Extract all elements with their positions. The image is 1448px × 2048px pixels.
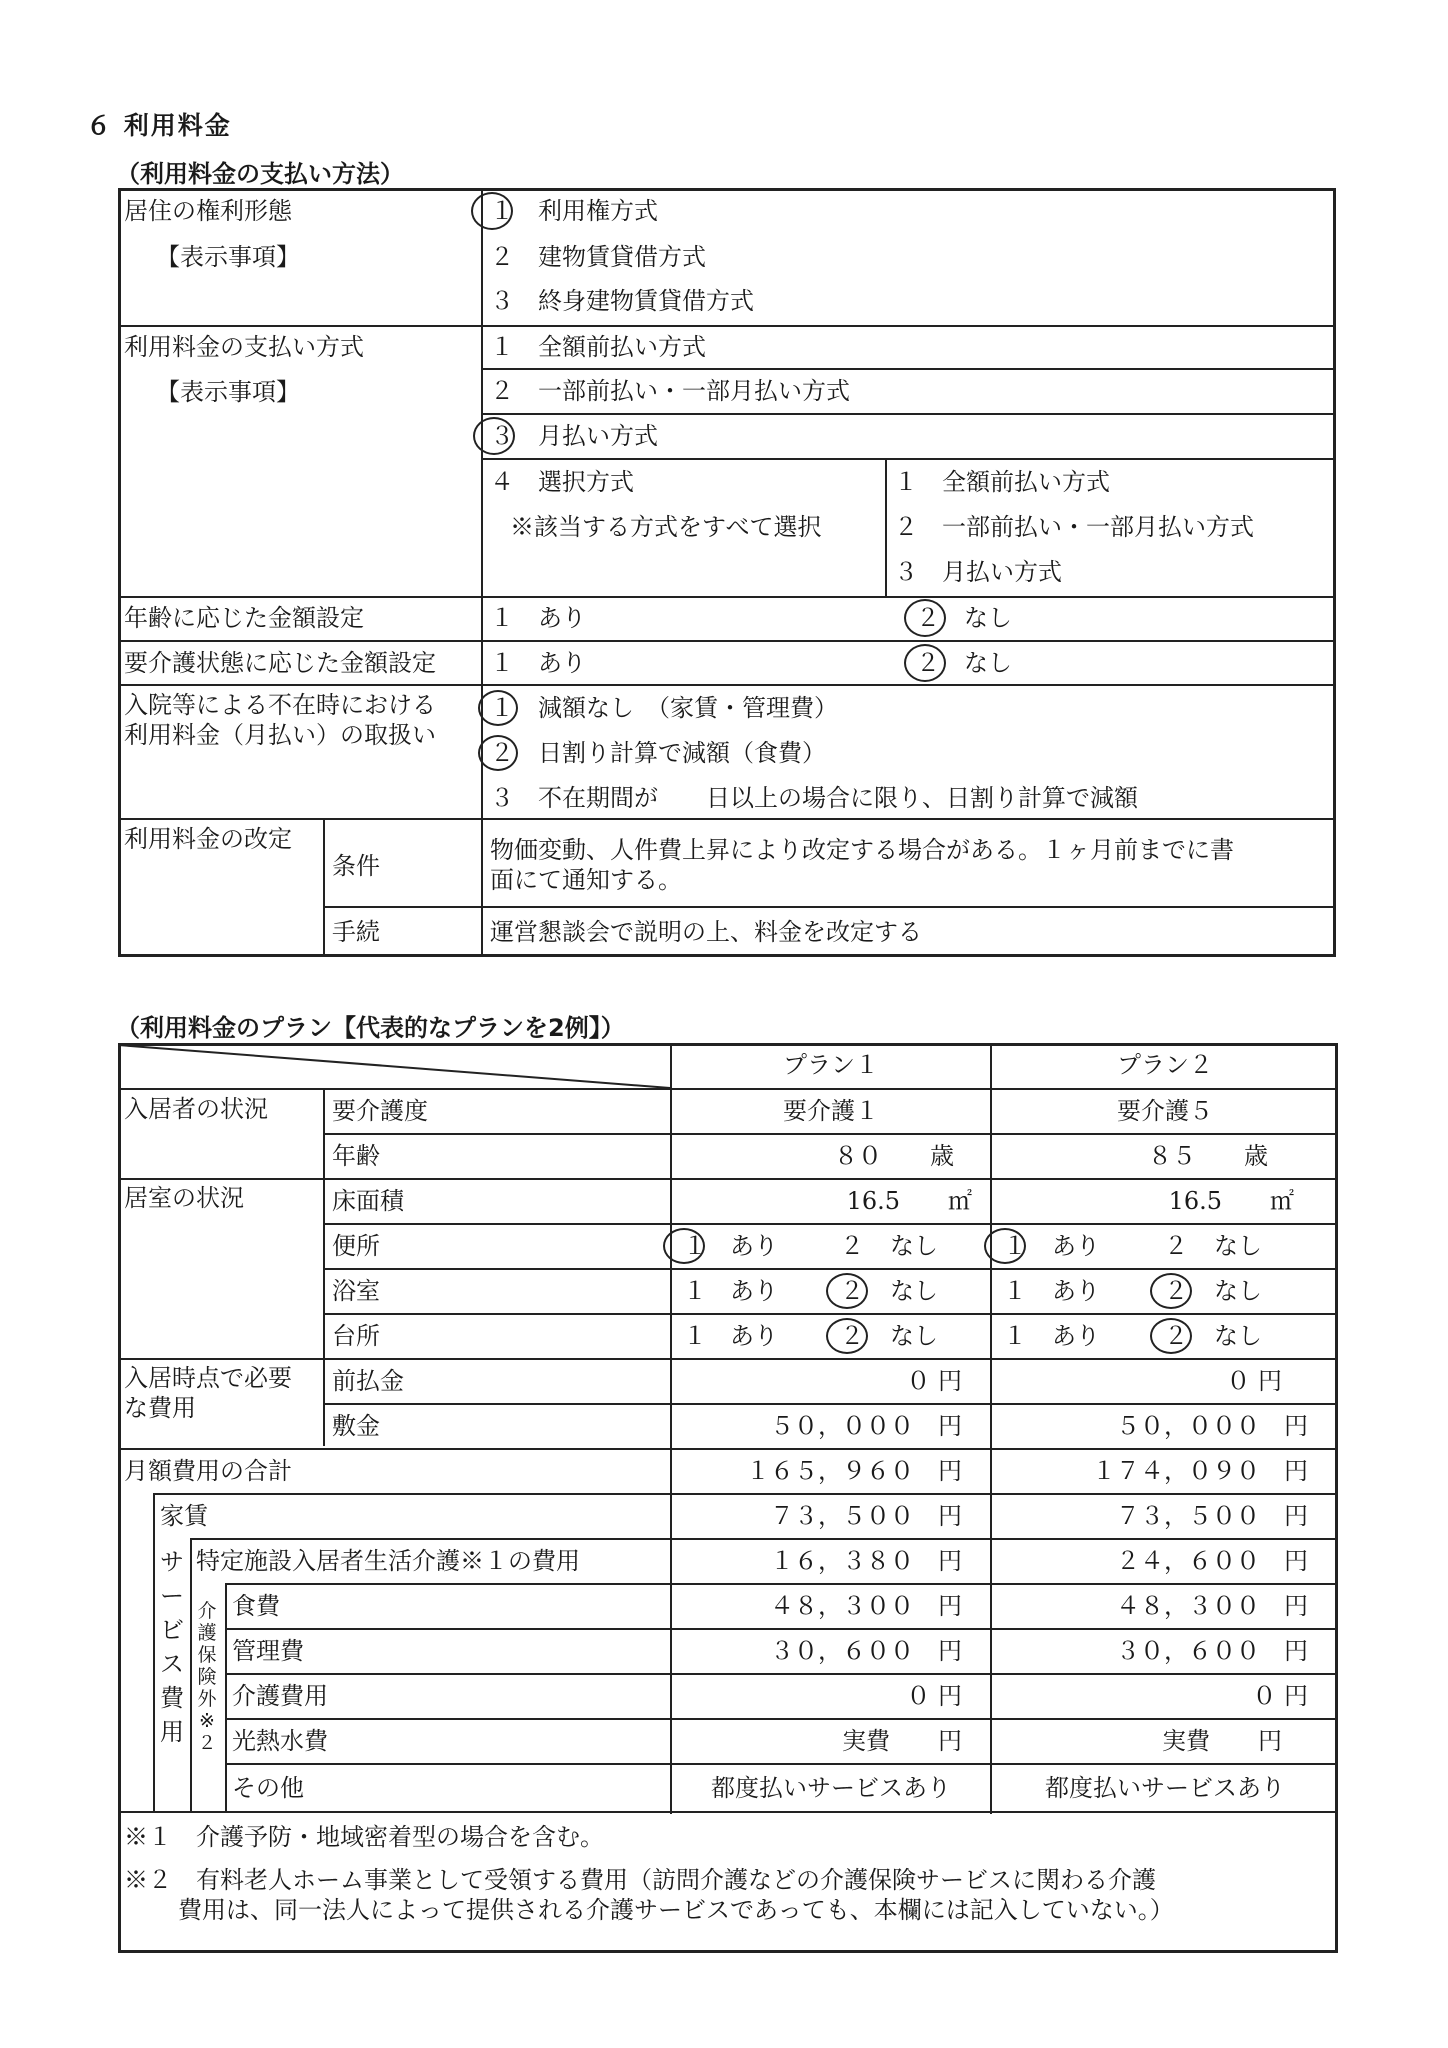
- selection-option-2: ２ 一部前払い・一部月払い方式: [894, 513, 1254, 541]
- selected-circle-mark: [478, 735, 518, 771]
- plan1-toilet-num-1: １: [683, 1232, 707, 1260]
- room-status-label: 居室の状況: [124, 1184, 244, 1212]
- plan2-other: 都度払いサービスあり: [1045, 1774, 1285, 1802]
- payment-option-1: １ 全額前払い方式: [490, 333, 706, 361]
- absence-label-line1: 入院等による不在時における: [124, 691, 436, 719]
- deposit-label: 敷金: [332, 1412, 380, 1440]
- selected-circle-mark: [473, 417, 515, 455]
- resident-status-label: 入居者の状況: [124, 1095, 268, 1123]
- plan2-bath-num-1: １: [1003, 1277, 1027, 1305]
- selected-circle-mark: [1150, 1273, 1192, 1309]
- payment-option-3: ３ 月払い方式: [490, 422, 658, 450]
- care-service-label: 特定施設入居者生活介護※１の費用: [196, 1547, 580, 1575]
- plan1-care-level: 要介護１: [783, 1097, 879, 1125]
- plan1-deposit: ５０，０００ 円: [770, 1412, 962, 1440]
- plan1-rent: ７３，５００ 円: [770, 1502, 962, 1530]
- management-label: 管理費: [232, 1637, 304, 1665]
- food-label: 食費: [232, 1592, 280, 1620]
- plan2-food: ４８，３００ 円: [1116, 1592, 1308, 1620]
- care-level-pricing-yes: １ あり: [490, 649, 586, 677]
- plan1-header: プラン１: [783, 1051, 879, 1079]
- section-title: ６ 利用料金: [86, 111, 232, 140]
- selected-circle-mark: [904, 599, 946, 637]
- plan1-bath-num-1: １: [683, 1277, 707, 1305]
- absence-label-line2: 利用料金（月払い）の取扱い: [124, 721, 436, 749]
- care-level-pricing-no: ２ なし: [916, 649, 1012, 677]
- selection-option-3: ３ 月払い方式: [894, 558, 1062, 586]
- service-cost-vertical-label: サ ー ビ ス 費 用: [160, 1548, 184, 1746]
- plan1-kitchen-num-2: ２: [840, 1322, 864, 1350]
- plan2-utilities: 実費 円: [1162, 1727, 1282, 1755]
- plan1-floor-area: 16.5 ㎡: [846, 1187, 972, 1215]
- condition-text-line1: 物価変動、人件費上昇により改定する場合がある。１ヶ月前までに書: [490, 836, 1234, 864]
- initial-cost-label-line1: 入居時点で必要: [124, 1364, 292, 1392]
- selected-circle-mark: [826, 1318, 868, 1354]
- age-pricing-no: ２ なし: [916, 604, 1012, 632]
- plan2-bath-num-2: ２: [1164, 1277, 1188, 1305]
- payment-subtitle: （利用料金の支払い方法）: [116, 160, 404, 188]
- plan1-toilet-no: なし: [890, 1232, 938, 1260]
- initial-cost-label-line2: な費用: [124, 1394, 196, 1422]
- procedure-text: 運営懇談会で説明の上、料金を改定する: [490, 918, 922, 946]
- other-label: その他: [232, 1774, 304, 1802]
- plan1-management: ３０，６００ 円: [770, 1637, 962, 1665]
- plan1-other: 都度払いサービスあり: [711, 1774, 951, 1802]
- plan2-floor-area: 16.5 ㎡: [1168, 1187, 1294, 1215]
- residence-rights-label: 居住の権利形態: [124, 197, 292, 225]
- plans-subtitle: （利用料金のプラン【代表的なプランを2例】）: [116, 1014, 625, 1042]
- residence-option-2: ２ 建物賃貸借方式: [490, 243, 706, 271]
- footnote-1: ※１ 介護予防・地域密着型の場合を含む。: [124, 1823, 604, 1851]
- care-fee-label: 介護費用: [232, 1682, 328, 1710]
- plan1-kitchen-no: なし: [890, 1322, 938, 1350]
- selection-label: ４ 選択方式: [490, 468, 634, 496]
- plan2-monthly-total: １７４，０９０ 円: [1092, 1457, 1308, 1485]
- plan2-kitchen-yes: あり: [1052, 1322, 1100, 1350]
- plan1-bath-yes: あり: [730, 1277, 778, 1305]
- residence-display-note: 【表示事項】: [156, 243, 300, 271]
- selection-note: ※該当する方式をすべて選択: [510, 513, 822, 541]
- plan1-care-fee: ０ 円: [906, 1682, 962, 1710]
- payment-display-note: 【表示事項】: [156, 378, 300, 406]
- procedure-label: 手続: [332, 918, 380, 946]
- age-row-label: 年齢: [332, 1142, 380, 1170]
- plan2-kitchen-num-2: ２: [1164, 1322, 1188, 1350]
- absence-option-1: １ 減額なし （家賃・管理費）: [490, 694, 838, 722]
- selected-circle-mark: [471, 192, 513, 230]
- care-level-pricing-label: 要介護状態に応じた金額設定: [124, 649, 436, 677]
- plan1-utilities: 実費 円: [842, 1727, 962, 1755]
- floor-area-label: 床面積: [332, 1187, 404, 1215]
- plan1-food: ４８，３００ 円: [770, 1592, 962, 1620]
- plan1-monthly-total: １６５，９６０ 円: [746, 1457, 962, 1485]
- plan2-rent: ７３，５００ 円: [1116, 1502, 1308, 1530]
- plan1-kitchen-num-1: １: [683, 1322, 707, 1350]
- plan2-care-fee: ０ 円: [1252, 1682, 1308, 1710]
- revision-label: 利用料金の改定: [124, 825, 292, 853]
- plan2-toilet-num-1: １: [1003, 1232, 1027, 1260]
- outside-insurance-vertical-label: 介 護 保 険 外 ※ ２: [197, 1600, 217, 1754]
- plan1-bath-no: なし: [890, 1277, 938, 1305]
- plan2-toilet-yes: あり: [1052, 1232, 1100, 1260]
- prepaid-label: 前払金: [332, 1367, 404, 1395]
- selected-circle-mark: [984, 1228, 1026, 1264]
- absence-option-2: ２ 日割り計算で減額（食費）: [490, 739, 826, 767]
- plan2-bath-no: なし: [1214, 1277, 1262, 1305]
- utilities-label: 光熱水費: [232, 1727, 328, 1755]
- plan2-bath-yes: あり: [1052, 1277, 1100, 1305]
- plan2-prepaid: ０ 円: [1226, 1367, 1282, 1395]
- rent-label: 家賃: [160, 1502, 208, 1530]
- care-level-row-label: 要介護度: [332, 1097, 428, 1125]
- condition-label: 条件: [332, 852, 380, 880]
- plan2-care-level: 要介護５: [1117, 1097, 1213, 1125]
- age-pricing-label: 年齢に応じた金額設定: [124, 604, 364, 632]
- plan2-care-service: ２４，６００ 円: [1116, 1547, 1308, 1575]
- age-pricing-yes: １ あり: [490, 604, 586, 632]
- plan2-deposit: ５０，０００ 円: [1116, 1412, 1308, 1440]
- plan1-prepaid: ０ 円: [906, 1367, 962, 1395]
- plan1-toilet-yes: あり: [730, 1232, 778, 1260]
- toilet-label: 便所: [332, 1232, 380, 1260]
- bath-label: 浴室: [332, 1277, 380, 1305]
- plan2-kitchen-num-1: １: [1003, 1322, 1027, 1350]
- selected-circle-mark: [1150, 1318, 1192, 1354]
- footnote-2-line1: ※２ 有料老人ホーム事業として受領する費用（訪問介護などの介護保険サービスに関わる介護: [124, 1866, 1156, 1894]
- selected-circle-mark: [904, 644, 946, 682]
- plan2-toilet-no: なし: [1214, 1232, 1262, 1260]
- residence-option-1: １ 利用権方式: [490, 197, 658, 225]
- payment-option-2: ２ 一部前払い・一部月払い方式: [490, 377, 850, 405]
- plan2-header: プラン２: [1117, 1051, 1213, 1079]
- plan1-bath-num-2: ２: [840, 1277, 864, 1305]
- payment-method-label: 利用料金の支払い方式: [124, 333, 364, 361]
- selection-option-1: １ 全額前払い方式: [894, 468, 1110, 496]
- plan2-age: ８５ 歳: [1148, 1142, 1268, 1170]
- plan2-kitchen-no: なし: [1214, 1322, 1262, 1350]
- footnote-2-line2: 費用は、同一法人によって提供される介護サービスであっても、本欄には記入していない。）: [178, 1896, 1174, 1924]
- selected-circle-mark: [663, 1228, 705, 1264]
- condition-text-line2: 面にて通知する。: [490, 866, 682, 894]
- plan1-age: ８０ 歳: [834, 1142, 954, 1170]
- residence-option-3: ３ 終身建物賃貸借方式: [490, 287, 754, 315]
- plan1-kitchen-yes: あり: [730, 1322, 778, 1350]
- monthly-total-label: 月額費用の合計: [124, 1457, 292, 1485]
- header-diagonal-line: [118, 1043, 674, 1091]
- selected-circle-mark: [478, 690, 518, 726]
- kitchen-label: 台所: [332, 1322, 380, 1350]
- plan1-care-service: １６，３８０ 円: [770, 1547, 962, 1575]
- plan1-toilet-num-2: ２: [840, 1232, 864, 1260]
- selected-circle-mark: [826, 1273, 868, 1309]
- plan2-toilet-num-2: ２: [1164, 1232, 1188, 1260]
- absence-option-3: ３ 不在期間が 日以上の場合に限り、日割り計算で減額: [490, 784, 1138, 812]
- plan2-management: ３０，６００ 円: [1116, 1637, 1308, 1665]
